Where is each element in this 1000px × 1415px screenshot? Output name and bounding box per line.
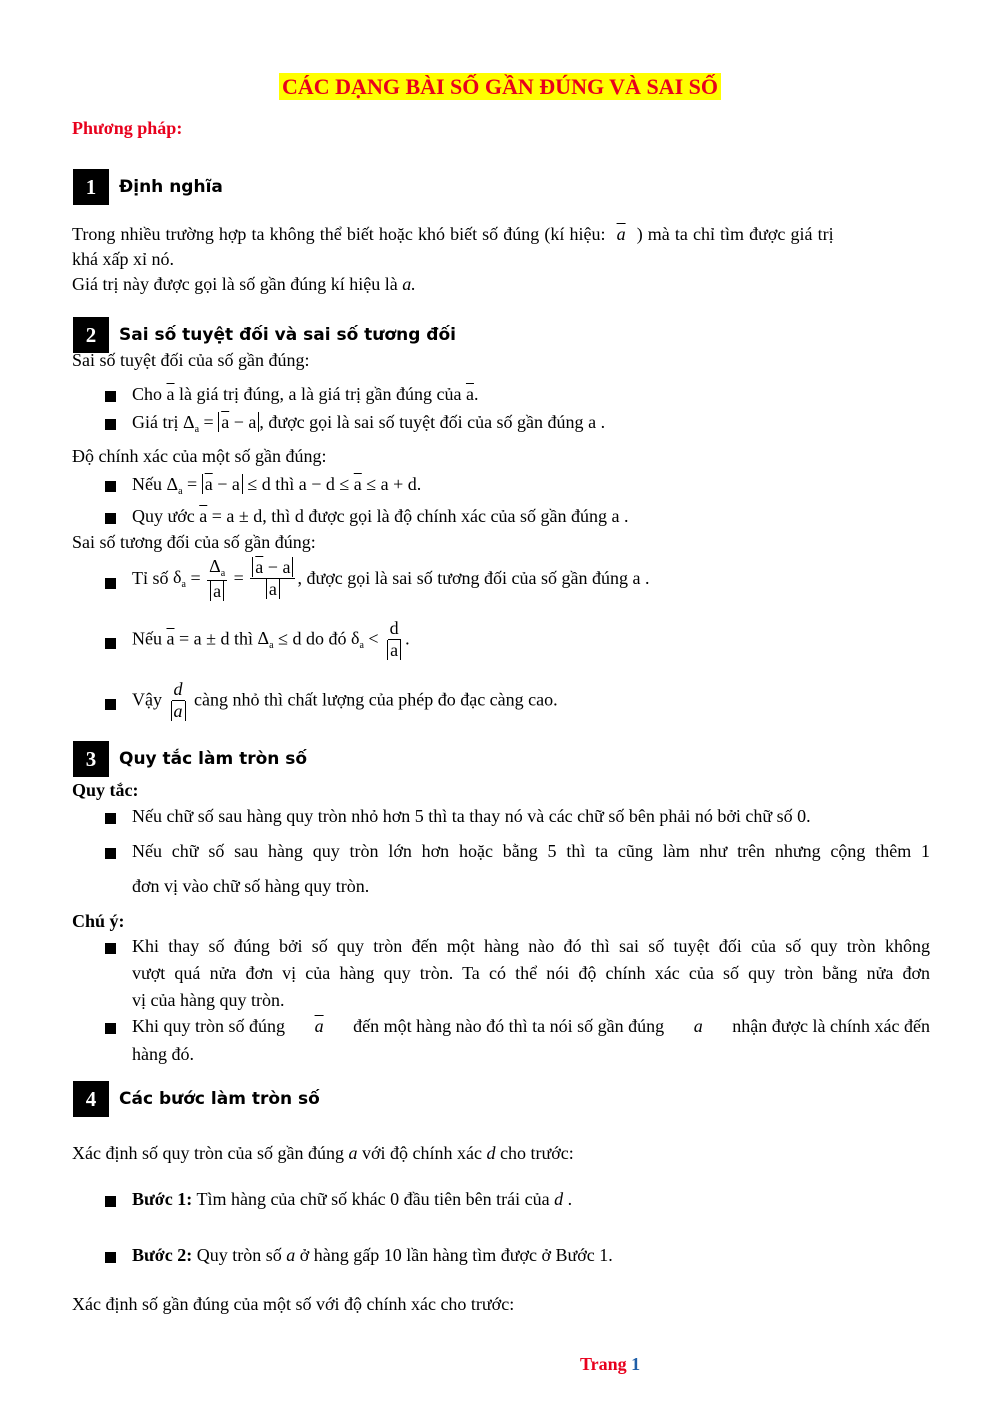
note-item-2-line1: Khi quy tròn số đúng $\overline{a}$ đến một hàng nào đó thì ta nói số gần đúng a nhận được là chính xác đến bbox=[132, 1016, 930, 1036]
rule-item-2-line1: Nếu chữ số sau hàng quy tròn lớn hơn hoặc bằng 5 thì ta cũng làm như trên nhưng cộng thêm 1 bbox=[132, 841, 930, 861]
section-title-definition: Định nghĩa bbox=[119, 177, 223, 197]
note-item-1-line1: Khi thay số đúng bởi số quy tròn đến một hàng nào đó thì sai số tuyệt đối của số quy tròn không bbox=[132, 936, 930, 956]
abs-error-item-2: Giá trị $\Delta_a = \overline{a} - a$ , được gọi là sai số tuyệt đối của số gần đúng a . bbox=[132, 412, 606, 435]
fraction: $\frac{\Delta_a}{a}$ bbox=[209, 556, 226, 601]
bullet-icon bbox=[105, 578, 116, 589]
page-footer bbox=[580, 1354, 640, 1375]
section-title-rounding-steps: Các bước làm tròn số bbox=[119, 1089, 320, 1109]
relative-error-item-2: Nếu $\overline{a} = a \pm d$ thì $\Delta_a \le d$ do đó $\delta_a$ < $\frac{d}{a}$ . bbox=[132, 618, 410, 660]
rule-item-2-line2: đơn vị vào chữ số hàng quy tròn. bbox=[132, 876, 370, 896]
bullet-icon bbox=[105, 419, 116, 430]
step-1: Bước 1: Tìm hàng của chữ số khác 0 đầu tiên bên trái của d . bbox=[132, 1189, 573, 1209]
def-paragraph-line1: Trong nhiều trường hợp ta không thể biết hoặc khó biết số đúng (kí hiệu: $\overline{a}$ ) mà ta chỉ tìm được giá trị bbox=[72, 224, 834, 244]
def-paragraph-line2: khá xấp xỉ nó. bbox=[72, 249, 174, 269]
section-number-4: 4 bbox=[73, 1081, 109, 1117]
page-title: CÁC DẠNG BÀI SỐ GẦN ĐÚNG VÀ SAI SỐ bbox=[0, 74, 1000, 100]
symbol-a-bar: $\overline{a}$ bbox=[616, 224, 626, 244]
fraction: $\frac{d}{a}$ bbox=[169, 679, 188, 721]
abs-error-heading: Sai số tuyệt đối của số gần đúng: bbox=[72, 350, 310, 370]
precision-item-2: Quy ước $\overline{a} = a \pm d$, thì d được gọi là độ chính xác của số gần đúng a . bbox=[132, 506, 629, 526]
steps-outro: Xác định số gần đúng của một số với độ chính xác cho trước: bbox=[72, 1294, 515, 1314]
steps-intro: Xác định số quy tròn của số gần đúng a với độ chính xác d cho trước: bbox=[72, 1143, 574, 1163]
relative-error-item-1: Tỉ số $\delta_a$ = $\frac{\Delta_a}{a}$ = $\frac{\overline{a} - a}{a}$ , được gọi là sai số tương đối của số gần đúng a . bbox=[132, 556, 650, 601]
note-item-1-line3: vị của hàng quy tròn. bbox=[132, 990, 285, 1010]
precision-item-1: Nếu $\Delta_a = \overline{a} - a \le d$ thì $a - d \le \overline{a} \le a + d$. bbox=[132, 474, 422, 497]
page-number: 1 bbox=[631, 1354, 641, 1374]
section-title-rounding-rule: Quy tắc làm tròn số bbox=[119, 749, 308, 769]
def-paragraph-line3: Giá trị này được gọi là số gần đúng kí hiệu là a. bbox=[72, 274, 416, 294]
bullet-icon bbox=[105, 943, 116, 954]
method-label: Phương pháp: bbox=[72, 118, 183, 138]
section-number-1: 1 bbox=[73, 169, 109, 205]
rule-item-1: Nếu chữ số sau hàng quy tròn nhỏ hơn 5 thì ta thay nó và các chữ số bên phải nó bởi chữ số 0. bbox=[132, 806, 811, 826]
section-title-errors: Sai số tuyệt đối và sai số tương đối bbox=[119, 325, 456, 345]
abs-error-item-1: Cho $\overline{a}$ là giá trị đúng, a là giá trị gần đúng của $\overline{a}$. bbox=[132, 384, 479, 404]
bullet-icon bbox=[105, 513, 116, 524]
bullet-icon bbox=[105, 481, 116, 492]
bullet-icon bbox=[105, 391, 116, 402]
relative-error-heading: Sai số tương đối của số gần đúng: bbox=[72, 532, 316, 552]
bullet-icon bbox=[105, 1252, 116, 1263]
section-number-3: 3 bbox=[73, 741, 109, 777]
bullet-icon bbox=[105, 848, 116, 859]
note-label: Chú ý: bbox=[72, 911, 125, 931]
note-item-2-line2: hàng đó. bbox=[132, 1044, 194, 1064]
note-item-1-line2: vượt quá nửa đơn vị của hàng quy tròn. Ta có thể nói độ chính xác của số quy tròn bằng nửa đơn bbox=[132, 963, 930, 983]
bullet-icon bbox=[105, 1023, 116, 1034]
fraction: $\frac{d}{a}$ bbox=[385, 618, 403, 660]
section-number-2: 2 bbox=[73, 317, 109, 353]
precision-heading: Độ chính xác của một số gần đúng: bbox=[72, 446, 327, 466]
rule-label: Quy tắc: bbox=[72, 780, 139, 800]
bullet-icon bbox=[105, 1196, 116, 1207]
fraction: $\frac{\overline{a} - a}{a}$ bbox=[250, 557, 295, 599]
footer-label: Trang bbox=[580, 1354, 627, 1374]
bullet-icon bbox=[105, 699, 116, 710]
step-2: Bước 2: Quy tròn số a ở hàng gấp 10 lần hàng tìm được ở Bước 1. bbox=[132, 1245, 613, 1265]
bullet-icon bbox=[105, 813, 116, 824]
relative-error-item-3: Vậy $\frac{d}{a}$ càng nhỏ thì chất lượng của phép đo đạc càng cao. bbox=[132, 679, 558, 721]
bullet-icon bbox=[105, 638, 116, 649]
